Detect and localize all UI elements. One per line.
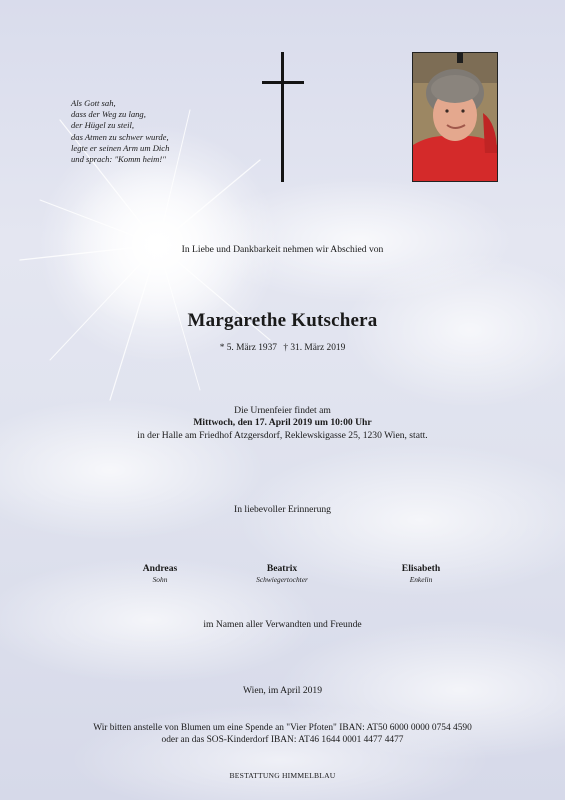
- poem-line: Als Gott sah,: [71, 98, 116, 108]
- deceased-name: Margarethe Kutschera: [187, 310, 378, 331]
- poem-line: das Atmen zu schwer wurde,: [71, 131, 169, 142]
- portrait-photo: [412, 52, 498, 182]
- poem-line: der Hügel zu steil,: [71, 120, 135, 131]
- cross-icon: [262, 52, 304, 182]
- ceremony-location: in der Halle am Friedhof Atzgersdorf, Reklewskigasse 25, 1230 Wien, statt.: [137, 429, 428, 441]
- poem-line: und sprach: "Komm heim!": [71, 154, 166, 165]
- family-member: [100, 563, 220, 584]
- place-date: Wien, im April 2019: [242, 685, 323, 696]
- birth-date: * 5. März 1937: [219, 343, 277, 353]
- family-relation: Sohn: [152, 575, 168, 584]
- memory-line: In liebevoller Erinnerung: [234, 504, 331, 515]
- family-member: [361, 563, 481, 584]
- ceremony-line: Die Urnenfeier findet am: [234, 405, 331, 416]
- farewell-intro: In Liebe und Dankbarkeit nehmen wir Abschied von: [181, 244, 384, 255]
- ceremony-info: [0, 405, 565, 442]
- life-dates: [0, 343, 565, 353]
- death-date: † 31. März 2019: [283, 343, 346, 353]
- donation-line: oder an das SOS-Kinderdorf IBAN: AT46 1644 0001 4477 4477: [161, 734, 404, 745]
- poem-line: legte er seinen Arm um Dich: [71, 142, 170, 153]
- family-name: Andreas: [142, 563, 178, 574]
- family-name: Beatrix: [266, 563, 298, 574]
- family-relation: Enkelin: [409, 575, 433, 584]
- family-relation: Schwiegertochter: [256, 575, 308, 584]
- funeral-home-name: BESTATTUNG HIMMELBLAU: [229, 771, 336, 780]
- ceremony-date: Mittwoch, den 17. April 2019 um 10:00 Uhr: [193, 417, 372, 429]
- relatives-line: im Namen aller Verwandten und Freunde: [203, 619, 362, 630]
- poem-quote: [71, 98, 241, 165]
- family-name: Elisabeth: [401, 563, 441, 574]
- donation-line: Wir bitten anstelle von Blumen um eine Spende an "Vier Pfoten" IBAN: AT50 6000 0000 0754 4590: [93, 723, 472, 733]
- family-member: [222, 563, 342, 584]
- donation-request: [0, 723, 565, 747]
- poem-line: dass der Weg zu lang,: [71, 109, 146, 120]
